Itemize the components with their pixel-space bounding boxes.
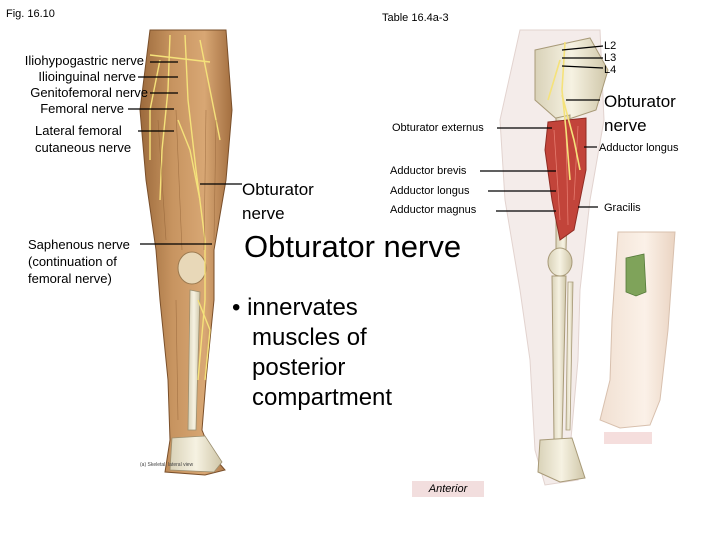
l3-label: L3 [604, 52, 617, 64]
table-label: Table 16.4a-3 [382, 12, 449, 24]
bullet-line-2: muscles of [252, 324, 367, 351]
saphenous-nerve-label-line2: (continuation of [28, 254, 117, 269]
saphenous-nerve-label-line1: Saphenous nerve [28, 237, 130, 252]
figure-label: Fig. 16.10 [6, 8, 55, 20]
figure-caption-small: (a) Skeletal, lateral view [140, 462, 194, 468]
adductor-longus-label-right: Adductor longus [599, 142, 679, 154]
slide-heading: Obturator nerve [244, 229, 462, 264]
genitofemoral-nerve-label: Genitofemoral nerve [30, 85, 148, 100]
obturator-externus-label: Obturator externus [392, 122, 484, 134]
bullet-line-3: posterior [252, 354, 346, 381]
obturator-nerve-label-middle-line2: nerve [242, 204, 285, 223]
l4-label: L4 [604, 64, 617, 76]
bullet-line-1: • innervates [232, 294, 358, 321]
anterior-label: Anterior [412, 481, 484, 497]
ilioinguinal-nerve-label: Ilioinguinal nerve [38, 69, 136, 84]
saphenous-nerve-label-line3: femoral nerve) [28, 271, 112, 286]
femoral-nerve-label: Femoral nerve [40, 101, 124, 116]
obturator-nerve-label-right-line2: nerve [604, 116, 647, 135]
adductor-longus-label-middle: Adductor longus [390, 185, 470, 197]
l2-label: L2 [604, 40, 617, 52]
inset-leg-illustration [600, 232, 675, 444]
left-leg-illustration [140, 30, 232, 475]
bullet-line-4: compartment [252, 384, 393, 411]
adductor-brevis-label: Adductor brevis [390, 165, 467, 177]
adductor-magnus-label: Adductor magnus [390, 204, 477, 216]
obturator-nerve-label-middle-line1: Obturator [242, 180, 314, 199]
iliohypogastric-nerve-label: Iliohypogastric nerve [24, 53, 144, 68]
lateral-femoral-cutaneous-nerve-label-line1: Lateral femoral [35, 123, 122, 138]
skeleton-illustration [500, 30, 608, 485]
lateral-femoral-cutaneous-nerve-label-line2: cutaneous nerve [35, 140, 132, 155]
obturator-nerve-label-right-line1: Obturator [604, 92, 676, 111]
gracilis-label: Gracilis [604, 202, 641, 214]
